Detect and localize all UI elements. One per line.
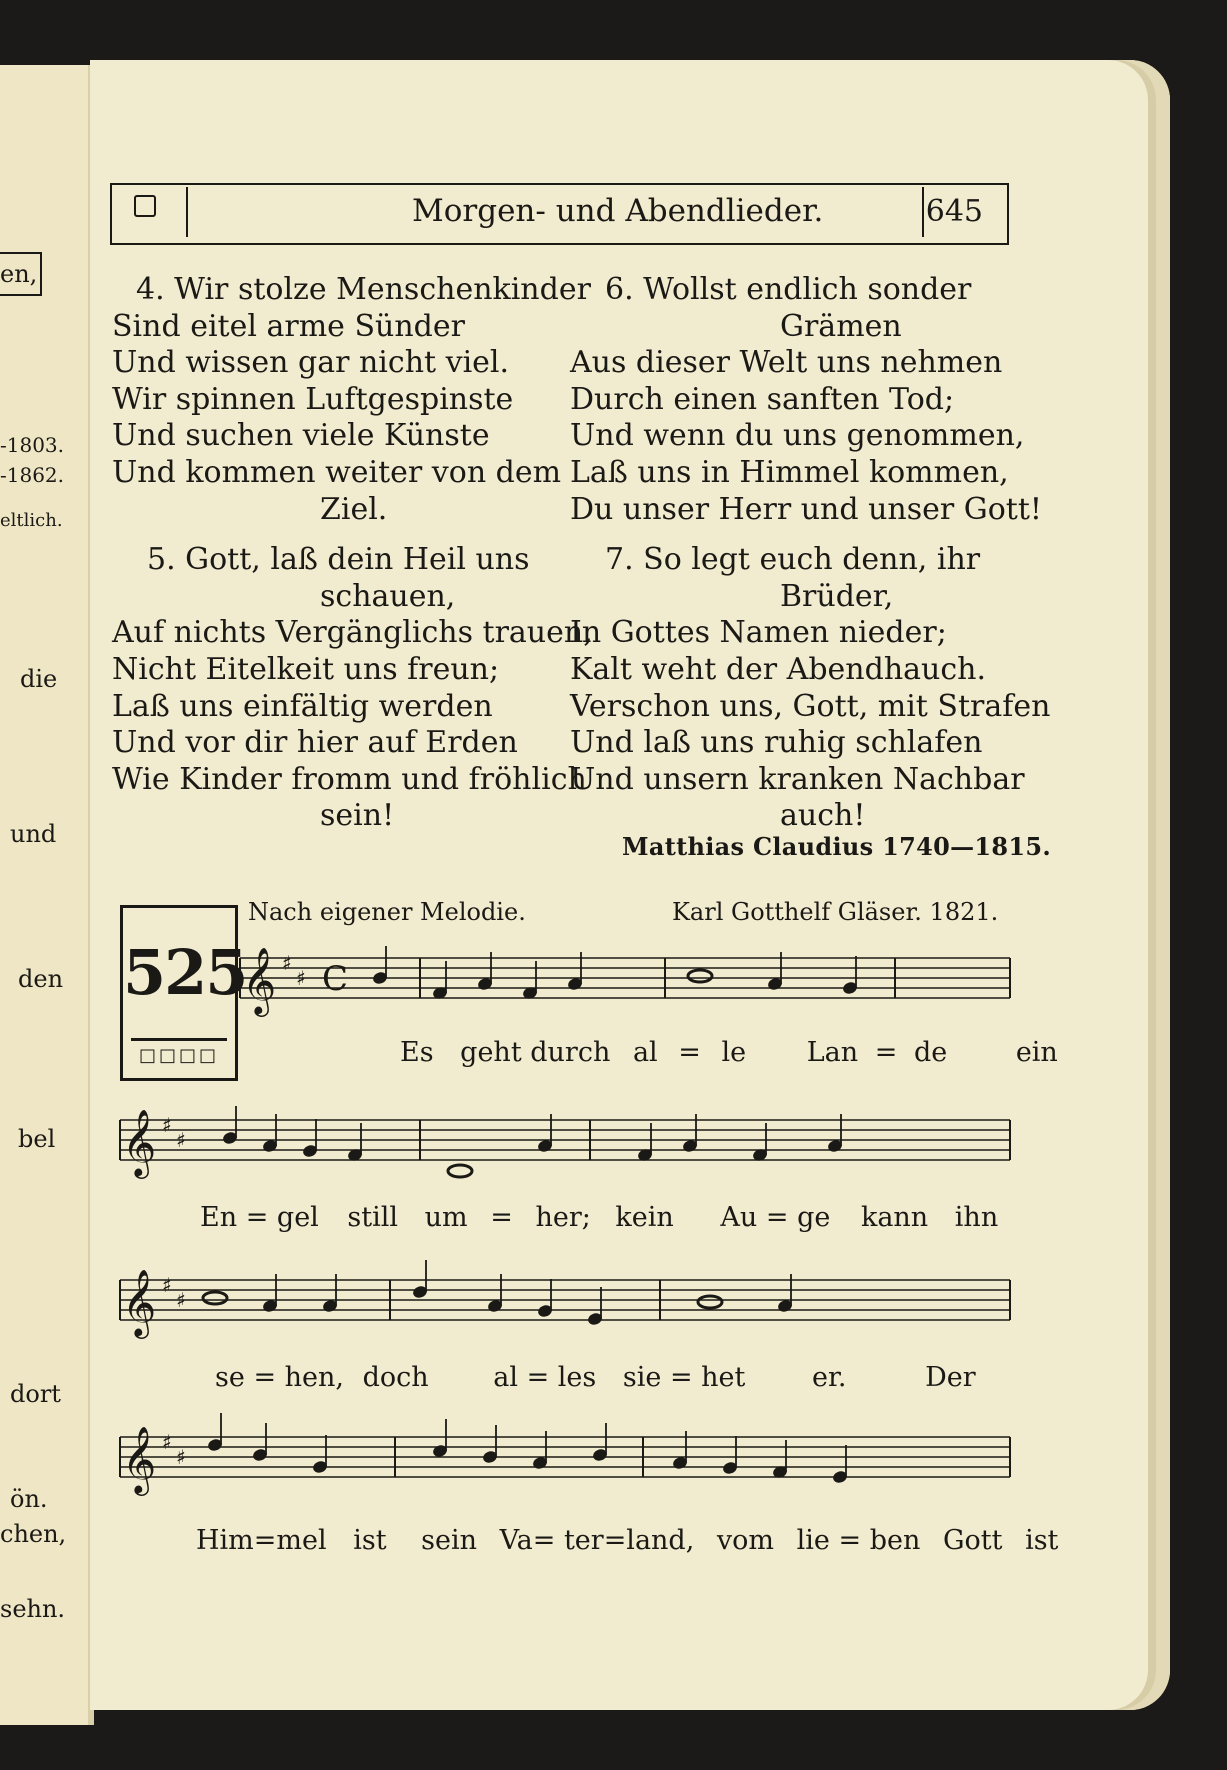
verse-line: auch! (780, 798, 866, 834)
verse-line: Laß uns in Himmel kommen, (570, 454, 1009, 490)
treble-clef-icon: 𝄞 (122, 1108, 157, 1176)
key-sharp-icon: ♯ (176, 1288, 186, 1312)
lyric-syllable: ihn (954, 1202, 999, 1233)
verse-line: Auf nichts Vergänglichs trauen, (112, 615, 593, 651)
melody-note: Nach eigener Melodie. (248, 898, 526, 926)
verse-line: schauen, (320, 578, 456, 614)
lyric-syllable: Der (925, 1362, 976, 1393)
lyric-syllable: het (701, 1362, 746, 1393)
lyric-syllable: her; (535, 1202, 591, 1233)
lyric-syllable: Him=mel (196, 1525, 327, 1556)
verse-line: Laß uns einfältig werden (112, 688, 493, 724)
lyric-syllable: les (557, 1362, 597, 1393)
verse-line: Wir spinnen Luftgespinste (112, 381, 514, 417)
prev-fragment: -1862. (0, 463, 65, 487)
verse-line: Und unsern kranken Nachbar (570, 761, 1025, 797)
key-sharp-icon: ♯ (176, 1445, 186, 1469)
verse-line: sein! (320, 798, 395, 834)
prev-fragment: den (18, 965, 64, 993)
prev-fragment: bel (18, 1125, 56, 1153)
hymn-number-box (120, 905, 247, 1081)
header-divider (922, 187, 924, 237)
verse-line: Verschon uns, Gott, mit Strafen (570, 688, 1051, 724)
header-divider (186, 187, 188, 237)
page-title: Morgen- und Abendlieder. (412, 193, 824, 229)
hymn-squares: □□□□ (131, 1038, 227, 1075)
page-header (110, 183, 1009, 245)
lyric-syllable: ist (353, 1525, 387, 1556)
lyric-syllable: = (874, 1037, 898, 1068)
verse-line: 5. Gott, laß dein Heil uns (147, 542, 530, 578)
verse-line: Und suchen viele Künste (112, 418, 490, 454)
lyrics-line-1 (400, 1037, 1058, 1068)
lyric-syllable: hen, (284, 1362, 344, 1393)
key-sharp-icon: ♯ (162, 1273, 172, 1297)
lyric-syllable: ein (1015, 1037, 1058, 1068)
whole-note (203, 1292, 227, 1304)
lyric-syllable: ge (797, 1202, 831, 1233)
lyric-syllable: = (669, 1362, 693, 1393)
verse-line: Ziel. (320, 491, 388, 527)
common-time-icon: C (322, 959, 349, 999)
lyric-syllable: ist (1025, 1525, 1059, 1556)
prev-fragment: und (10, 820, 57, 848)
lyric-syllable: = (253, 1362, 277, 1393)
verse-line: Und wissen gar nicht viel. (112, 345, 510, 381)
music-staff-2 (120, 1110, 1010, 1190)
prev-fragment: dort (10, 1380, 61, 1408)
page-number: 645 (925, 194, 983, 229)
header-square-icon (134, 195, 156, 217)
prev-fragment: ön. (10, 1485, 48, 1513)
prev-fragment: chen, (0, 1520, 67, 1548)
verse-line: Sind eitel arme Sünder (112, 308, 465, 344)
lyric-syllable: er. (811, 1362, 847, 1393)
key-sharp-icon: ♯ (176, 1128, 186, 1152)
lyrics-line-3 (215, 1362, 976, 1393)
verse-7 (570, 542, 1051, 835)
verse-line: Du unser Herr und unser Gott! (570, 491, 1042, 527)
verse-line: 4. Wir stolze Menschenkinder (136, 272, 591, 307)
prev-fragment: sehn. (0, 1595, 66, 1623)
verse-line: 6. Wollst endlich sonder (605, 272, 972, 307)
whole-note (688, 970, 712, 982)
prev-fragment: en, (0, 260, 38, 288)
verse-line: In Gottes Namen nieder; (570, 615, 947, 651)
whole-note (448, 1165, 472, 1177)
lyric-syllable: lie (796, 1525, 830, 1556)
verse-line: Und vor dir hier auf Erden (112, 725, 518, 761)
text-author: Matthias Claudius 1740—1815. (622, 832, 1052, 861)
composer: Karl Gotthelf Gläser. 1821. (672, 898, 999, 926)
verse-6 (570, 272, 1042, 528)
verse-line: Und wenn du uns genommen, (570, 418, 1025, 454)
lyric-syllable: = (678, 1037, 701, 1068)
lyric-syllable: En (200, 1202, 238, 1233)
verse-line: Grämen (780, 308, 902, 344)
lyric-syllable: Au (720, 1202, 758, 1233)
verse-line: Und laß uns ruhig schlafen (570, 725, 983, 761)
lyric-syllable: kein (615, 1202, 674, 1233)
lyric-syllable: ben (869, 1525, 921, 1556)
lyric-syllable: al (632, 1037, 658, 1068)
verse-line: 7. So legt euch denn, ihr (605, 542, 981, 578)
lyrics-line-2 (200, 1202, 998, 1233)
lyric-syllable: still (347, 1202, 399, 1233)
verse-line: Brüder, (780, 578, 894, 614)
verse-line: Wie Kinder fromm und fröhlich (112, 761, 587, 797)
verse-4 (112, 272, 591, 528)
verse-line: Und kommen weiter von dem (112, 454, 562, 490)
verse-line: Durch einen sanften Tod; (570, 381, 955, 417)
prev-header-box (0, 252, 42, 296)
lyric-syllable: gel (276, 1202, 319, 1233)
key-sharp-icon: ♯ (296, 966, 306, 990)
whole-note (698, 1296, 722, 1308)
verse-5 (112, 542, 593, 835)
prev-fragment: die (20, 665, 58, 693)
key-sharp-icon: ♯ (162, 1113, 172, 1137)
key-sharp-icon: ♯ (282, 951, 292, 975)
lyric-syllable: kann (860, 1202, 929, 1233)
lyric-syllable: ter=land, (563, 1525, 695, 1556)
lyric-syllable: Es (400, 1037, 434, 1068)
lyric-syllable: sein (421, 1525, 478, 1556)
lyric-syllable: geht durch (460, 1037, 611, 1068)
previous-page-edge (0, 65, 94, 1725)
lyric-syllable: de (913, 1037, 948, 1068)
lyric-syllable: vom (716, 1525, 775, 1556)
lyric-syllable: = (765, 1202, 789, 1233)
treble-clef-icon: 𝄞 (122, 1268, 157, 1336)
music-staff-4 (120, 1427, 1010, 1507)
music-staff-1 (240, 948, 1010, 1028)
lyric-syllable: Gott (942, 1525, 1003, 1556)
verse-line: Aus dieser Welt uns nehmen (570, 345, 1003, 381)
verses-left-column (112, 272, 593, 835)
lyric-syllable: Lan (806, 1037, 859, 1068)
lyric-syllable: = (245, 1202, 269, 1233)
treble-clef-icon: 𝄞 (122, 1425, 157, 1493)
prev-fragment: -1803. (0, 433, 65, 457)
lyrics-line-4 (196, 1525, 1058, 1556)
lyric-syllable: Va= (499, 1525, 556, 1556)
lyric-syllable: = (838, 1525, 862, 1556)
key-sharp-icon: ♯ (162, 1430, 172, 1454)
lyric-syllable: sie (622, 1362, 662, 1393)
music-staff-3 (120, 1270, 1010, 1350)
verses-right-column (570, 272, 1051, 835)
lyric-syllable: se (215, 1362, 245, 1393)
lyric-syllable: le (721, 1037, 747, 1068)
treble-clef-icon: 𝄞 (242, 946, 277, 1014)
hymn-number: 525 (123, 936, 247, 1009)
lyric-syllable: um (424, 1202, 468, 1233)
prev-fragment: eltlich. (0, 510, 63, 531)
lyric-syllable: al (493, 1362, 518, 1393)
verse-line: Nicht Eitelkeit uns freun; (112, 651, 500, 687)
lyric-syllable: doch (362, 1362, 429, 1393)
verse-line: Kalt weht der Abendhauch. (570, 651, 987, 687)
lyric-syllable: = (526, 1362, 550, 1393)
lyric-syllable: = (490, 1202, 513, 1233)
